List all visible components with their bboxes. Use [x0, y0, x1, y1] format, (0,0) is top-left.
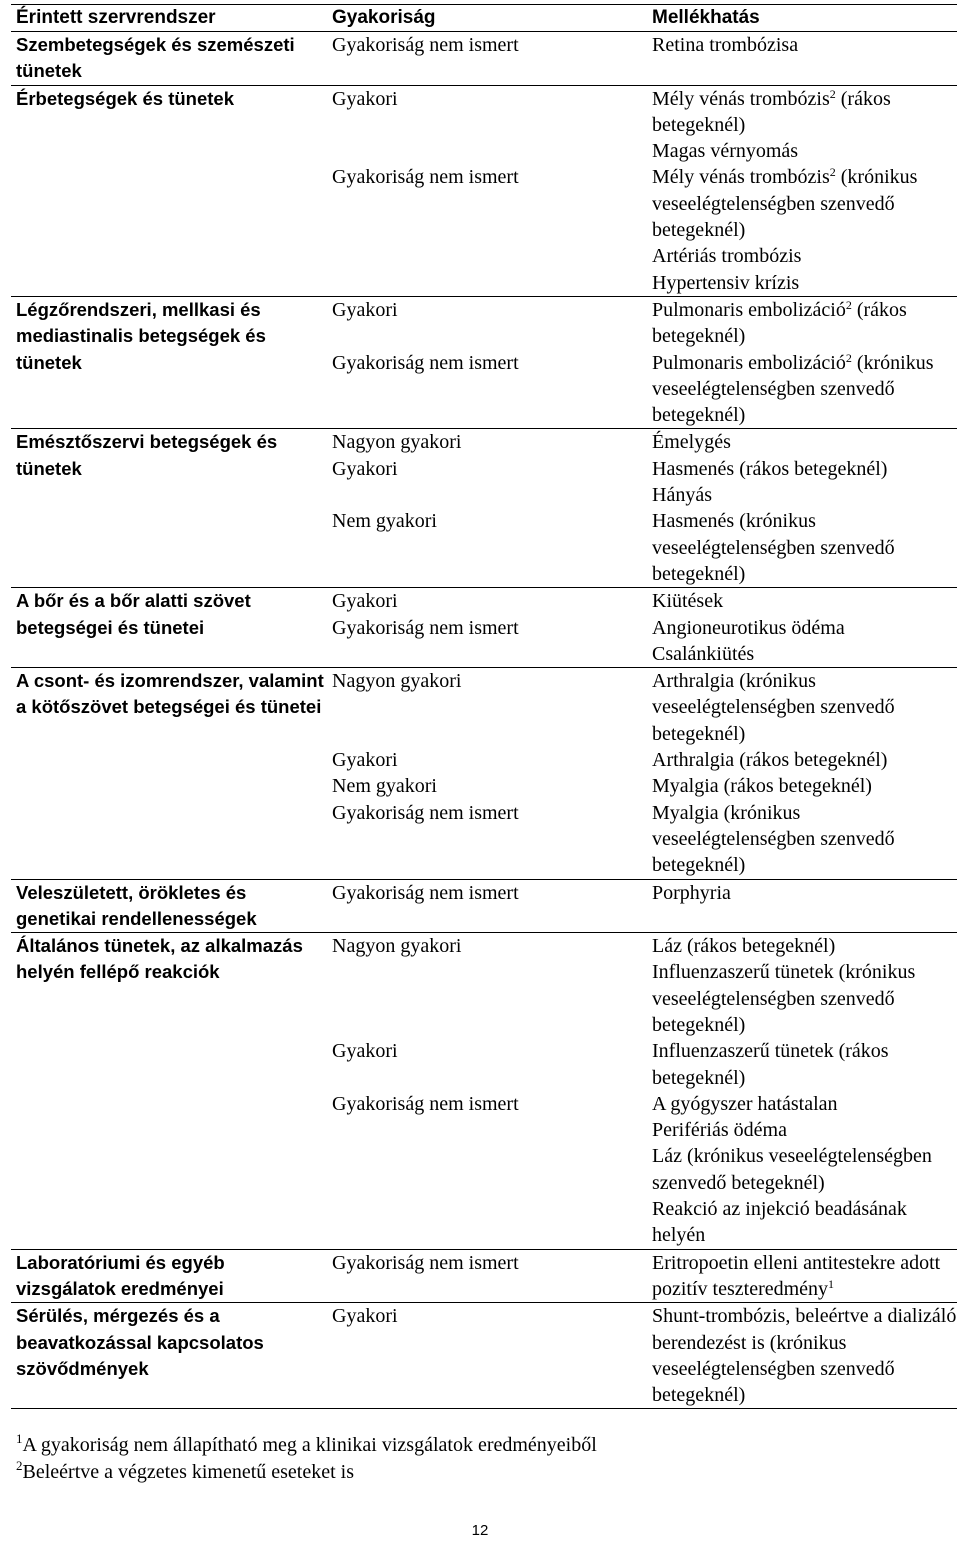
adverse-effect-cell: [647, 456, 957, 509]
footnote-text: Beleértve a végzetes kimenetű eseteket is: [22, 1460, 355, 1483]
system-organ-class: Sérülés, mérgezés és a beavatkozással kapcsolatos szövődmények: [11, 1303, 327, 1409]
system-organ-class: A bőr és a bőr alatti szövet betegségei és tünetei: [11, 588, 327, 668]
frequency-cell: Nem gyakori: [327, 508, 647, 587]
adverse-effect: Láz (krónikus veseelégtelenségben szenvedő betegeknél): [652, 1145, 932, 1194]
table-row: [11, 879, 957, 933]
table-row: [11, 933, 957, 1039]
header-system: Érintett szervrendszer: [11, 5, 327, 32]
adverse-effect: Angioneurotikus ödéma: [652, 616, 845, 639]
frequency-cell: Gyakori: [332, 590, 398, 613]
table-row: [11, 85, 957, 164]
adverse-effect-cell: [647, 588, 957, 615]
frequency-cell: Nagyon gyakori: [332, 670, 462, 693]
adverse-effect-cell: [647, 429, 957, 456]
adverse-effect: Mély vénás trombózis$^2$ (rákos betegeknél): [652, 86, 891, 136]
system-organ-class: Szembetegségek és szemészeti tünetek: [11, 32, 327, 86]
frequency-cell: Gyakoriság nem ismert: [327, 164, 647, 296]
adverse-effect: Pulmonaris embolizáció$^2$ (rákos betegeknél): [652, 297, 907, 348]
adverse-effect: Hasmenés (krónikus veseelégtelenségben szenvedő betegeknél): [652, 510, 895, 585]
frequency-cell: Nem gyakori: [332, 775, 437, 798]
frequency-cell: Gyakori: [332, 749, 398, 772]
frequency-cell: Gyakoriság nem ismert: [327, 800, 647, 879]
footnote-1: [16, 1432, 597, 1459]
frequency-cell: Gyakoriság nem ismert: [327, 879, 647, 933]
adverse-effect-cell: [647, 508, 957, 587]
adverse-effect: Hasmenés (rákos betegeknél): [652, 457, 888, 480]
footnote-ref: 2: [829, 86, 836, 101]
frequency-cell: Gyakori: [327, 1303, 647, 1409]
adverse-effect-cell: [647, 1091, 957, 1249]
adverse-effect: Perifériás ödéma: [652, 1119, 787, 1142]
adverse-effect-cell: [647, 350, 957, 429]
adverse-effect: Mély vénás trombózis$^2$ (krónikus veseelégtelenségben szenvedő betegeknél): [652, 165, 918, 242]
adverse-effect-cell: [647, 164, 957, 296]
adverse-effect-cell: [647, 773, 957, 799]
system-organ-class: Légzőrendszeri, mellkasi és mediastinalis betegségek és tünetek: [11, 296, 327, 428]
system-organ-class: Érbetegségek és tünetek: [11, 85, 327, 296]
footnote-ref: 1: [828, 1276, 835, 1291]
adverse-effect: A gyógyszer hatástalan: [652, 1092, 838, 1115]
frequency-cell: Nagyon gyakori: [332, 935, 462, 958]
adverse-effect-cell: [647, 296, 957, 349]
adverse-effect: Arthralgia (rákos betegeknél): [652, 749, 888, 772]
adverse-effect: Reakció az injekció beadásának helyén: [652, 1198, 907, 1247]
frequency-cell: Gyakoriság nem ismert: [327, 1091, 647, 1249]
table-row: [11, 296, 957, 349]
table-row: [11, 668, 957, 747]
footnote-2: [16, 1459, 597, 1486]
footnote-mark: 1: [16, 1431, 23, 1446]
adverse-effect: Eritropoetin elleni antitestekre adott pozitív teszteredmény$^1$: [652, 1251, 941, 1300]
adverse-effect: Artériás trombózis: [652, 245, 802, 268]
frequency-cell: Gyakoriság nem ismert: [327, 615, 647, 668]
system-organ-class: Veleszületett, örökletes és genetikai rendellenességek: [11, 879, 327, 933]
system-organ-class: Emésztőszervi betegségek és tünetek: [11, 429, 327, 588]
adverse-effect: Myalgia (krónikus veseelégtelenségben szenvedő betegeknél): [652, 801, 895, 877]
frequency-cell: Gyakori: [332, 298, 398, 321]
adverse-effect: Pulmonaris embolizáció$^2$ (krónikus veseelégtelenségben szenvedő betegeknél): [652, 350, 934, 427]
table-header-row: [11, 5, 957, 32]
adverse-effect: Láz (rákos betegeknél): [652, 935, 836, 958]
adverse-effect: Émelygés: [652, 431, 731, 454]
table-body: [11, 32, 957, 1409]
table-row: [11, 1249, 957, 1303]
footnote-ref: 2: [829, 165, 836, 180]
adverse-effect-cell: [647, 1249, 957, 1303]
footnote-text: A gyakoriság nem állapítható meg a klinikai vizsgálatok eredményeiből: [22, 1434, 597, 1456]
adverse-effect: Hypertensiv krízis: [652, 271, 800, 294]
adverse-effect: Myalgia (rákos betegeknél): [652, 775, 872, 798]
frequency-cell: Gyakoriság nem ismert: [327, 1249, 647, 1303]
adverse-effect-cell: [647, 1038, 957, 1091]
table-row: [11, 588, 957, 615]
adverse-effect: Retina trombózisa: [652, 34, 799, 56]
table-row: [11, 1303, 957, 1409]
adverse-effect: Arthralgia (krónikus veseelégtelenségben szenvedő betegeknél): [652, 670, 895, 745]
adverse-effect: Influenzaszerű tünetek (krónikus veseelégtelenségben szenvedő betegeknél): [652, 961, 916, 1036]
system-organ-class: Általános tünetek, az alkalmazás helyén fellépő reakciók: [11, 933, 327, 1250]
adverse-effect-cell: [647, 32, 957, 86]
table-row: [11, 32, 957, 86]
adverse-reactions-table: [11, 4, 957, 1409]
page-number: 12: [471, 1522, 489, 1539]
frequency-cell: Gyakoriság nem ismert: [327, 32, 647, 86]
header-effect: Mellékhatás: [647, 5, 957, 32]
adverse-effect-cell: [647, 1303, 957, 1409]
adverse-effect-cell: [647, 668, 957, 747]
system-organ-class: A csont- és izomrendszer, valamint a kötőszövet betegségei és tünetei: [11, 668, 327, 879]
adverse-effect-cell: [647, 615, 957, 668]
adverse-effect: Shunt-trombózis, beleértve a dializáló berendezést is (krónikus veseelégtelenségben szenvedő betegeknél): [652, 1305, 957, 1407]
footnotes: [16, 1432, 597, 1485]
adverse-effect: Influenzaszerű tünetek (rákos betegeknél): [652, 1040, 889, 1089]
adverse-effect-cell: [647, 85, 957, 164]
adverse-effect: Porphyria: [652, 881, 731, 904]
adverse-effect: Csalánkiütés: [652, 642, 755, 665]
frequency-cell: Nagyon gyakori: [332, 431, 462, 454]
adverse-effect-cell: [647, 747, 957, 773]
frequency-cell: Gyakori: [332, 87, 398, 110]
adverse-effect: Kiütések: [652, 590, 724, 613]
header-frequency: Gyakoriság: [327, 5, 647, 32]
footnote-mark: 2: [16, 1457, 23, 1473]
adverse-effect-cell: [647, 933, 957, 1039]
footnote-ref: 2: [845, 297, 852, 312]
frequency-cell: Gyakoriság nem ismert: [327, 350, 647, 429]
adverse-effect: Magas vérnyomás: [652, 140, 799, 163]
adverse-effect-cell: [647, 800, 957, 879]
frequency-cell: Gyakori: [332, 1040, 398, 1063]
frequency-cell: Gyakori: [332, 457, 398, 480]
table-row: [11, 429, 957, 456]
adverse-effect-cell: [647, 879, 957, 933]
system-organ-class: Laboratóriumi és egyéb vizsgálatok eredményei: [11, 1249, 327, 1303]
adverse-effect: Hányás: [652, 484, 712, 507]
footnote-ref: 2: [845, 350, 852, 365]
